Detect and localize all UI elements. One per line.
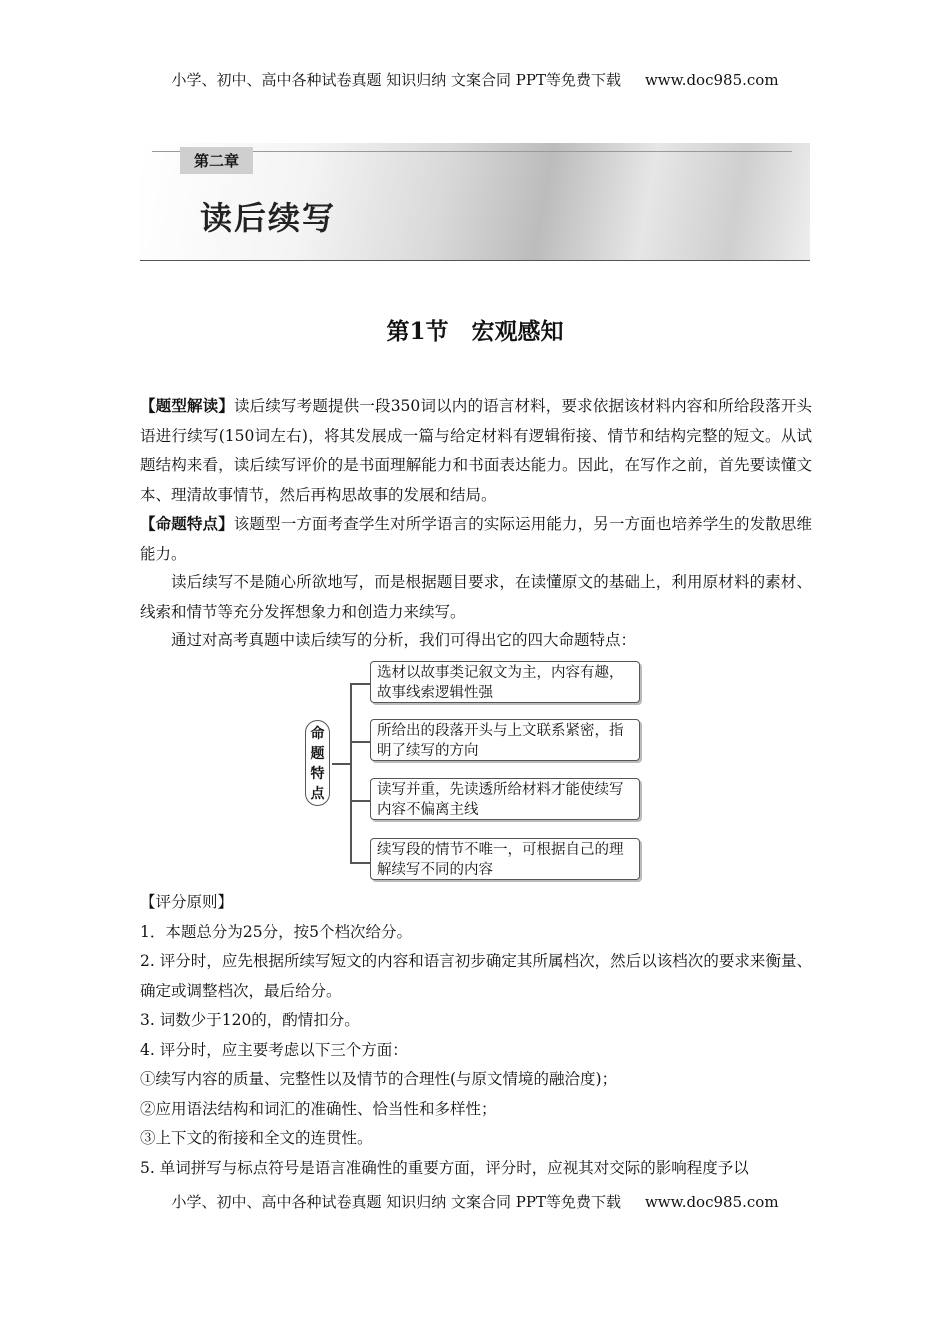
feature-box: 所给出的段落开头与上文联系紧密，指明了续写的方向 xyxy=(370,719,640,761)
chapter-banner xyxy=(140,143,810,261)
page-header xyxy=(0,69,950,90)
diagram-center: 命题特点 xyxy=(305,720,330,806)
intro-paragraph-2 xyxy=(140,510,812,569)
chapter-title: 读后续写 xyxy=(200,199,337,237)
footer-url[interactable]: www.doc985.com xyxy=(644,1193,779,1211)
scoring-line: 4. 评分时，应主要考虑以下三个方面： xyxy=(140,1040,408,1059)
header-url[interactable]: www.doc985.com xyxy=(644,71,779,89)
scoring-line: ②应用语法结构和词汇的准确性、恰当性和多样性； xyxy=(140,1099,497,1118)
connector xyxy=(350,741,370,743)
bracket-line xyxy=(350,683,352,863)
feature-box: 续写段的情节不唯一，可根据自己的理解续写不同的内容 xyxy=(370,838,640,880)
feature-box: 读写并重，先读透所给材料才能使续写内容不偏离主线 xyxy=(370,778,640,820)
scoring-line: 1．本题总分为25分，按5个档次给分。 xyxy=(140,922,412,941)
label-features: 【命题特点】 xyxy=(140,515,234,533)
scoring-line: ①续写内容的质量、完整性以及情节的合理性(与原文情境的融洽度)； xyxy=(140,1070,618,1088)
intro-text-2: 该题型一方面考查学生对所学语言的实际运用能力，另一方面也培养学生的发散思维能力。 xyxy=(140,515,812,563)
scoring-line: 3. 词数少于120的，酌情扣分。 xyxy=(140,1011,360,1029)
features-diagram xyxy=(300,655,645,890)
chapter-label: 第二章 xyxy=(180,147,253,174)
page-footer xyxy=(0,1191,950,1212)
connector xyxy=(350,800,370,802)
intro-paragraph-3: 读后续写不是随心所欲地写，而是根据题目要求，在读懂原文的基础上，利用原材料的素材、线索和情节等充分发挥想象力和创造力来续写。 xyxy=(140,573,812,621)
scoring-label: 【评分原则】 xyxy=(140,893,234,911)
header-text: 小学、初中、高中各种试卷真题 知识归纳 文案合同 PPT等免费下载 xyxy=(171,71,621,89)
scoring-line: 5. 单词拼写与标点符号是语言准确性的重要方面，评分时，应视其对交际的影响程度予以 xyxy=(140,1158,749,1177)
intro-paragraph-4: 通过对高考真题中读后续写的分析，我们可得出它的四大命题特点： xyxy=(171,631,637,649)
connector xyxy=(350,683,370,685)
scoring-line: 2. 评分时，应先根据所续写短文的内容和语言初步确定其所属档次，然后以该档次的要求来衡量、确定或调整档次，最后给分。 xyxy=(140,952,813,1000)
feature-box: 选材以故事类记叙文为主，内容有趣，故事线索逻辑性强 xyxy=(370,661,640,703)
scoring-line: ③上下文的衔接和全文的连贯性。 xyxy=(140,1129,373,1147)
footer-text: 小学、初中、高中各种试卷真题 知识归纳 文案合同 PPT等免费下载 xyxy=(171,1193,621,1211)
connector xyxy=(332,763,350,765)
intro-paragraph-1 xyxy=(140,392,812,510)
intro-text-1: 读后续写考题提供一段350词以内的语言材料，要求依据该材料内容和所给段落开头语进行续写(150词左右)，将其发展成一篇与给定材料有逻辑衔接、情节和结构完整的短文。从试题结构来看，读后续写评价的是书面理解能力和书面表达能力。因此，在写作之前，首先要读懂文本、理清故事情节，然后再构思故事的发展和结局。 xyxy=(140,397,812,504)
label-type-explanation: 【题型解读】 xyxy=(140,397,235,415)
scoring-section xyxy=(140,888,812,1183)
section-title: 第1节 宏观感知 xyxy=(386,318,564,345)
connector xyxy=(350,862,370,864)
